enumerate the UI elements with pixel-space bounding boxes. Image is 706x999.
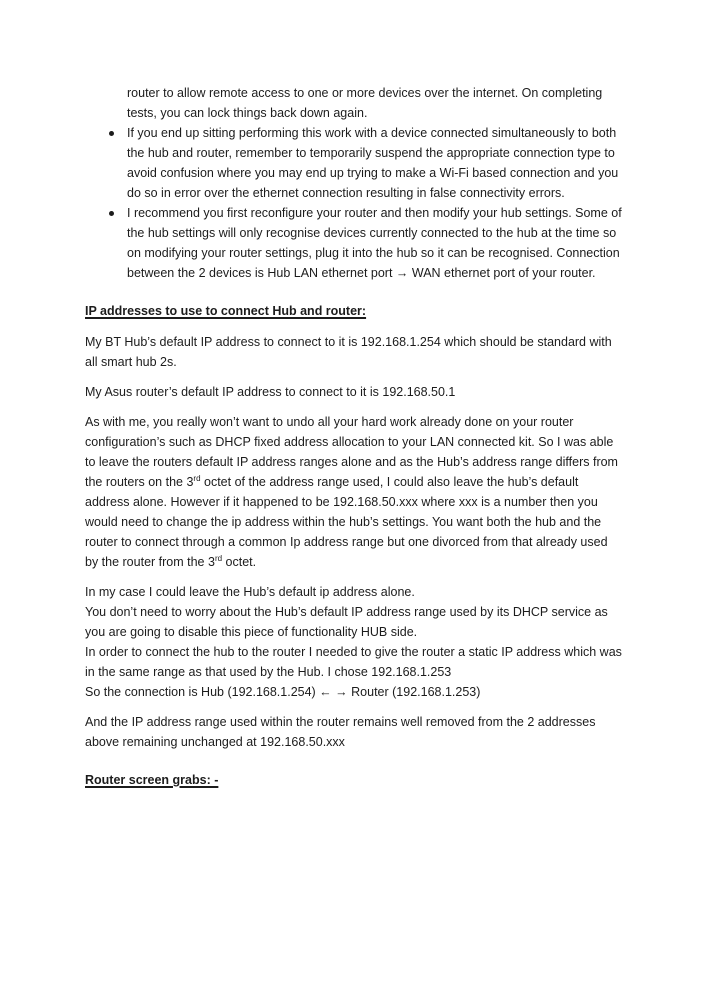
- paragraph-octet-segment: As with me, you really won’t want to undo all your hard work already done on your router configuration’s such as DHCP fixed address allocation to your LAN connected kit. So I was able to leave the routers default IP address ranges alone and as the Hub’s address range differs from the routers on the 3: [85, 415, 618, 489]
- bullet-list: [85, 83, 622, 283]
- paragraph-ip-range: And the IP address range used within the router remains well removed from the 2 addresses above remaining unchanged at 192.168.50.xxx: [85, 715, 596, 749]
- ordinal-superscript: rd: [214, 553, 223, 563]
- list-item: [85, 123, 622, 203]
- paragraph-octet: [85, 412, 622, 572]
- bullet-icon: [109, 131, 114, 136]
- paragraph-connection: [85, 582, 622, 702]
- bullet-icon: [109, 211, 114, 216]
- line-hub-default: In my case I could leave the Hub’s default ip address alone.: [85, 585, 415, 599]
- list-item-continuation: [85, 83, 622, 123]
- continued-bullet-text: router to allow remote access to one or more devices over the internet. On completing tests, you can lock things back down again.: [127, 86, 603, 120]
- line-static-ip: In order to connect the hub to the router I needed to give the router a static IP address which was in the same range as that used by the Hub. I chose 192.168.1.253: [85, 645, 622, 679]
- heading-router-screen-grabs: Router screen grabs: -: [85, 773, 219, 787]
- paragraph-octet-segment: octet of the address range used, I could also leave the hub’s default address alone. However if it happened to be 192.168.50.xxx where xxx is a number then you would need to change the ip address within the hub’s settings. You want both the hub and the router to connect through a common Ip address range but one divorced from that already used by the router from the 3: [85, 475, 608, 569]
- heading-ip-addresses: IP addresses to use to connect Hub and router:: [85, 304, 367, 318]
- line-connection-arrows: So the connection is Hub (192.168.1.254) ← → Router (192.168.1.253): [85, 685, 481, 699]
- paragraph-bt-hub: My BT Hub’s default IP address to connect to it is 192.168.1.254 which should be standard with all smart hub 2s.: [85, 335, 612, 369]
- paragraph-asus-router: My Asus router’s default IP address to connect to it is 192.168.50.1: [85, 385, 456, 399]
- list-item: [85, 203, 622, 283]
- paragraph-octet-segment: octet.: [222, 555, 257, 569]
- line-dhcp-range: You don’t need to worry about the Hub’s default IP address range used by its DHCP service as you are going to disable this piece of functionality HUB side.: [85, 605, 608, 639]
- bullet-item-text: If you end up sitting performing this work with a device connected simultaneously to both the hub and router, remember to temporarily suspend the appropriate connection type to avoid confusion where you may end up trying to make a Wi-Fi based connection and you do so in error over the ethernet connection resulting in false connectivity errors.: [127, 126, 619, 200]
- ordinal-superscript: rd: [193, 473, 201, 483]
- bullet-item-text: I recommend you first reconfigure your router and then modify your hub settings. Some of the hub settings will only recognise devices currently connected to the hub at the time so on modifying your router settings, plug it into the hub so it can be recognised. Connection between the 2 devices is Hub LAN ethernet port → WAN ethernet port of your router.: [127, 206, 622, 280]
